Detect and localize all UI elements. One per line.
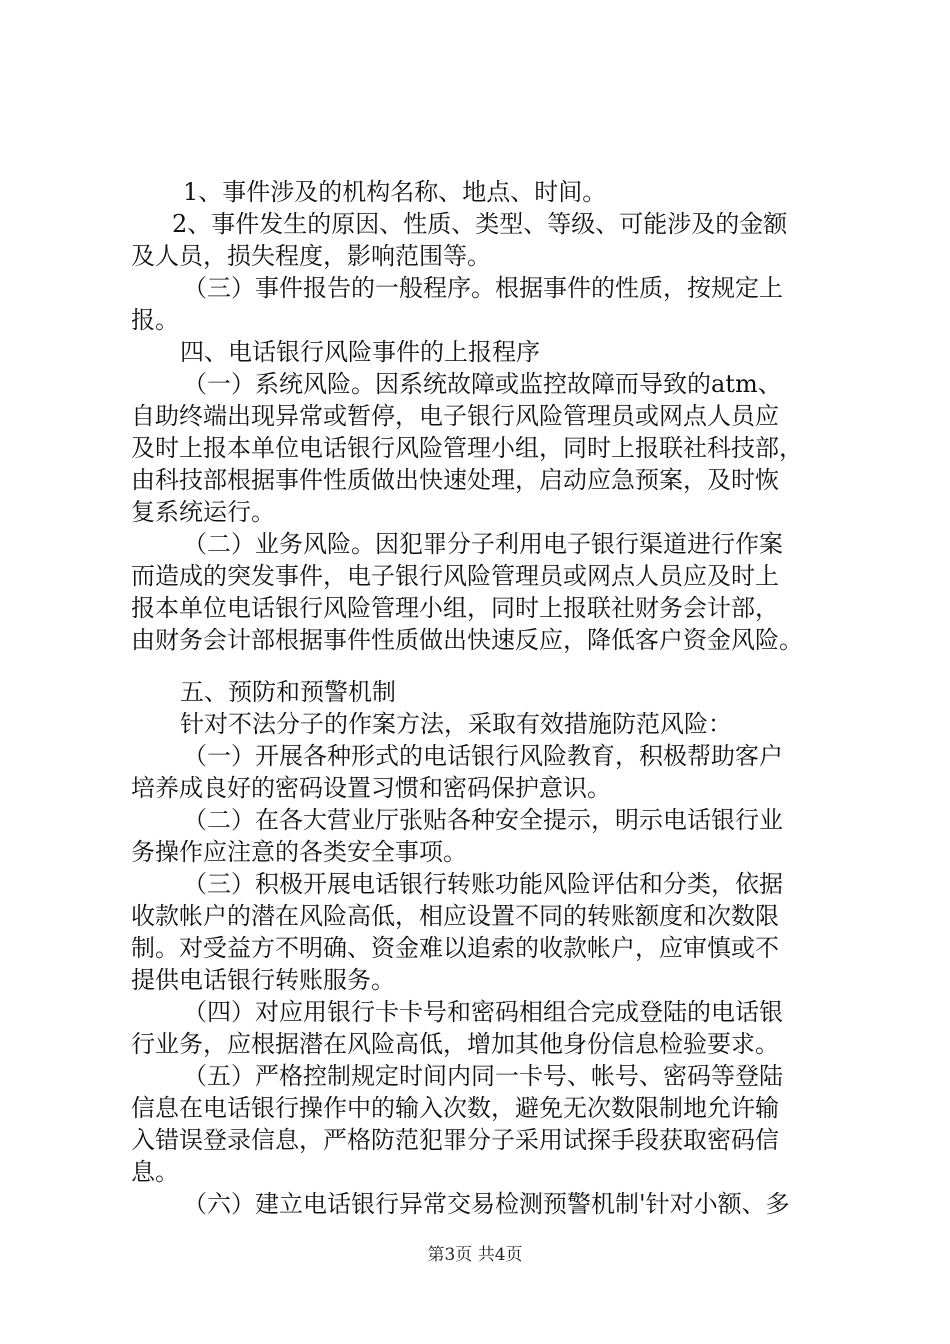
text-line: 由财务会计部根据事件性质做出快速反应，降低客户资金风险。 — [131, 626, 803, 654]
text-line: 行业务，应根据潜在风险高低，增加其他身份信息检验要求。 — [131, 1030, 779, 1058]
text-line: 报。 — [131, 306, 179, 334]
text-line: 信息在电话银行操作中的输入次数，避免无次数限制地允许输 — [131, 1094, 779, 1122]
text-line: （二）业务风险。因犯罪分子利用电子银行渠道进行作案 — [183, 530, 783, 558]
text-line: 而造成的突发事件，电子银行风险管理员或网点人员应及时上 — [131, 562, 779, 590]
text-line: （四）对应用银行卡卡号和密码相组合完成登陆的电话银 — [183, 998, 783, 1026]
page-number-footer: 第3页 共4页 — [427, 1245, 523, 1265]
text-line: 及人员，损失程度，影响范围等。 — [131, 242, 491, 270]
text-line: 提供电话银行转账服务。 — [131, 966, 395, 994]
text-line: 针对不法分子的作案方法，采取有效措施防范风险： — [180, 710, 732, 738]
text-line: 自助终端出现异常或暂停，电子银行风险管理员或网点人员应 — [131, 402, 779, 430]
text-line: （六）建立电话银行异常交易检测预警机制'针对小额、多 — [183, 1190, 790, 1218]
text-line: 收款帐户的潜在风险高低，相应设置不同的转账额度和次数限 — [131, 902, 779, 930]
text-line: 培养成良好的密码设置习惯和密码保护意识。 — [131, 774, 611, 802]
text-line: （一）系统风险。因系统故障或监控故障而导致的atm、 — [183, 370, 782, 398]
text-line: 2、事件发生的原因、性质、类型、等级、可能涉及的金额 — [172, 210, 788, 238]
text-line: （二）在各大营业厅张贴各种安全提示，明示电话银行业 — [183, 806, 783, 834]
text-line: 务操作应注意的各类安全事项。 — [131, 838, 467, 866]
text-line: （一）开展各种形式的电话银行风险教育，积极帮助客户 — [183, 742, 783, 770]
text-line: 入错误登录信息，严格防范犯罪分子采用试探手段获取密码信 — [131, 1126, 779, 1154]
section-heading: 五、预防和预警机制 — [180, 678, 396, 706]
text-line: 复系统运行。 — [131, 498, 275, 526]
text-line: 及时上报本单位电话银行风险管理小组，同时上报联社科技部， — [131, 434, 803, 462]
text-line: （三）事件报告的一般程序。根据事件的性质，按规定上 — [183, 274, 783, 302]
text-line: 1、事件涉及的机构名称、地点、时间。 — [183, 178, 607, 206]
section-heading: 四、电话银行风险事件的上报程序 — [180, 338, 540, 366]
text-line: 报本单位电话银行风险管理小组，同时上报联社财务会计部， — [131, 594, 779, 622]
text-line: 息。 — [131, 1158, 179, 1186]
text-line: （五）严格控制规定时间内同一卡号、帐号、密码等登陆 — [183, 1062, 783, 1090]
text-line: 制。对受益方不明确、资金难以追索的收款帐户，应审慎或不 — [131, 934, 779, 962]
text-line: 由科技部根据事件性质做出快速处理，启动应急预案，及时恢 — [131, 466, 779, 494]
text-line: （三）积极开展电话银行转账功能风险评估和分类，依据 — [183, 870, 783, 898]
